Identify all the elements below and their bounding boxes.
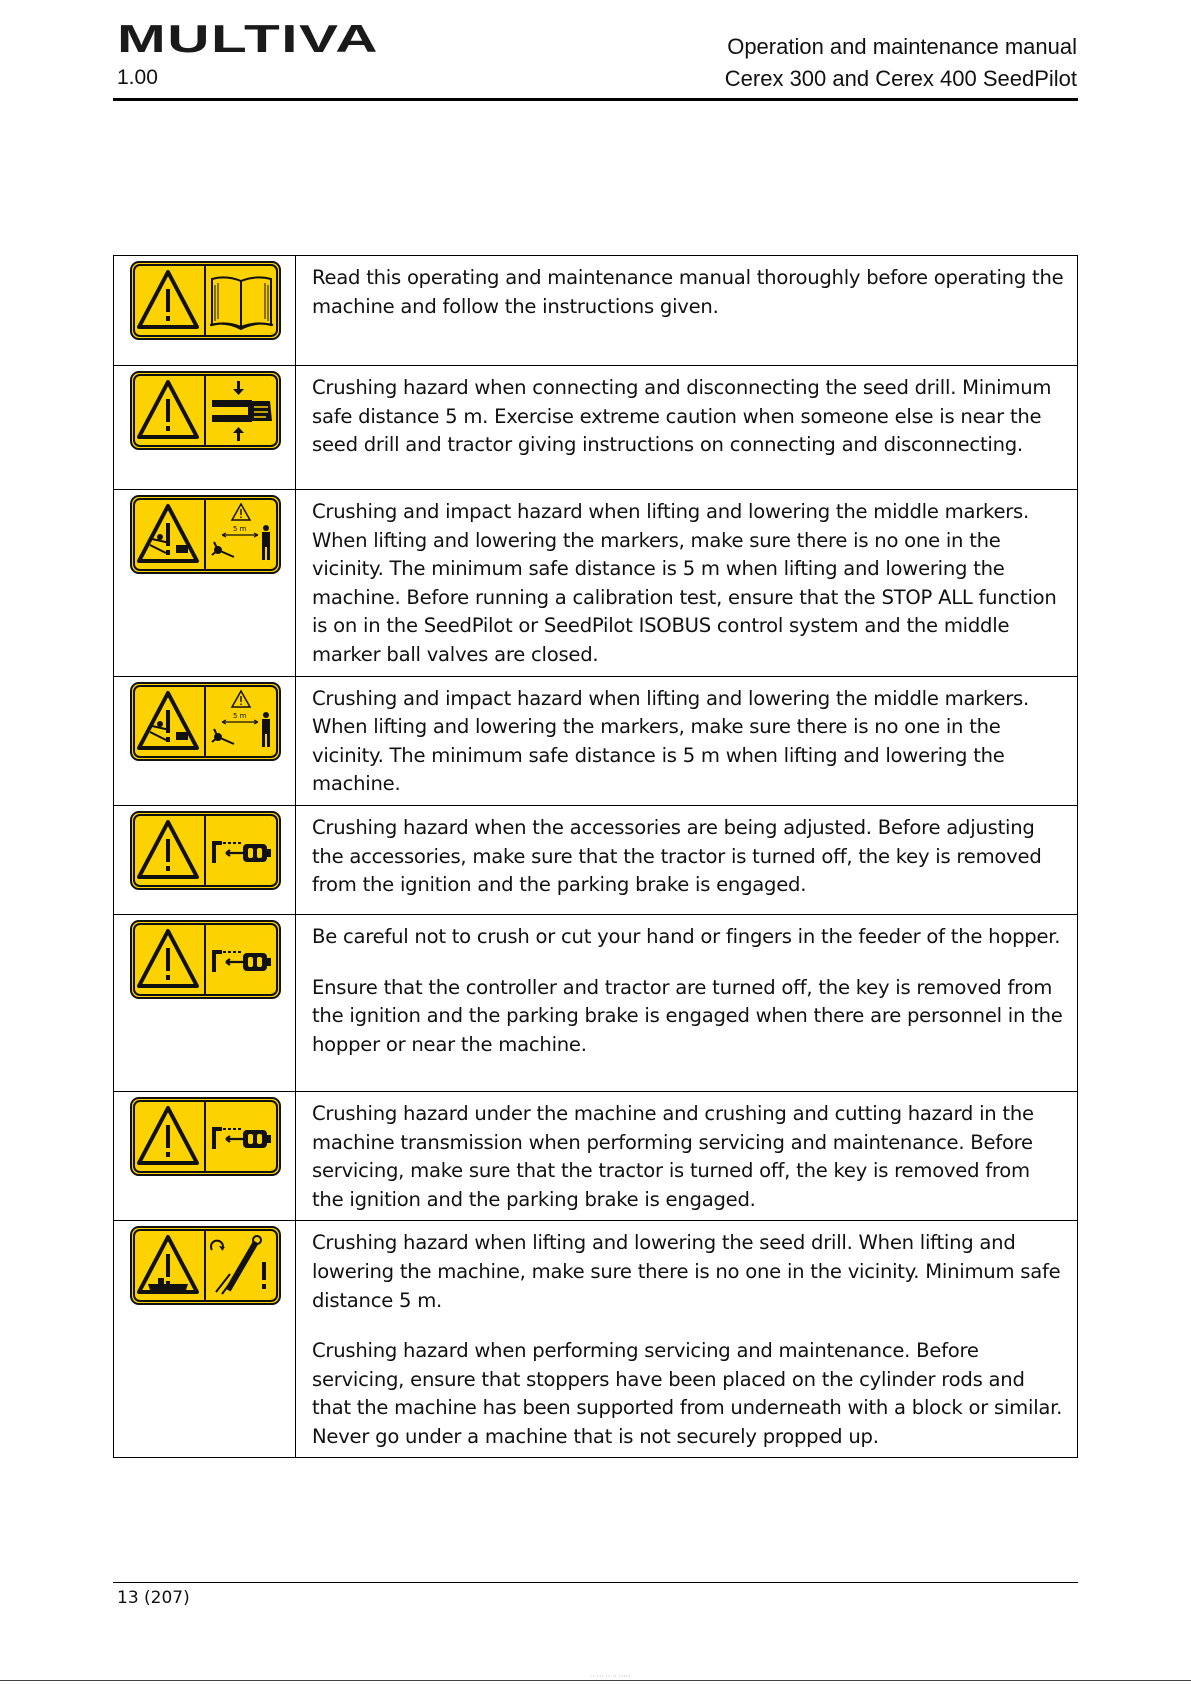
instruction-cell: [296, 805, 1078, 914]
instruction-text: Crushing and impact hazard when lifting and lowering the middle markers. When lifting and lowering the markers, make sure there is no one in the vicinity. The minimum safe distance is 5 m when lifting and lowering the machine.: [312, 686, 1029, 796]
instruction-cell: [296, 366, 1078, 490]
instruction-text: Be careful not to crush or cut your hand or fingers in the feeder of the hopper.: [312, 924, 1061, 948]
multiva-logo: [117, 22, 382, 54]
instruction-text: Ensure that the controller and tractor are turned off, the key is removed from the ignition and the parking brake is engaged when there are personnel in the hopper or near the machine.: [312, 975, 1063, 1056]
safety-sign-row: [114, 676, 1078, 805]
header-rule: [113, 98, 1078, 101]
svg-text:MULTIVA: MULTIVA: [117, 22, 379, 54]
sign-cell: [114, 1091, 296, 1220]
instruction-cell: [296, 1091, 1078, 1220]
document-version: 1.00: [117, 66, 158, 89]
page-number: 13 (207): [117, 1588, 190, 1608]
svg-text:·····: ·····: [270, 989, 275, 994]
sign-cell: [114, 676, 296, 805]
sign-cell: [114, 256, 296, 366]
svg-text:5 m: 5 m: [233, 525, 247, 533]
instruction-text: Crushing hazard when connecting and disconnecting the seed drill. Minimum safe distance 5 m. Exercise extreme caution when someone else is near the seed drill and tractor giving instructions on connecting and disconnecting.: [312, 376, 1052, 457]
instruction-cell: [296, 1221, 1078, 1458]
instruction-text: Crushing hazard when performing servicing and maintenance. Before servicing, ensure that stoppers have been placed on the cylinder rods and that the machine has been supported from underneath with a block or similar. Never go under a machine that is not securely propped up.: [312, 1339, 1063, 1448]
safety-sign-row: [114, 805, 1078, 914]
cylinder-stopper-warning-sign-icon: [130, 1226, 281, 1306]
svg-text:·····: ·····: [270, 441, 275, 445]
safety-sign-row: [114, 914, 1078, 1091]
safety-sign-row: [114, 1091, 1078, 1220]
instruction-cell: [296, 256, 1078, 366]
safety-sign-row: [114, 490, 1078, 677]
safety-sign-row: [114, 1221, 1078, 1458]
svg-text:·····: ·····: [270, 331, 275, 335]
instruction-text: Crushing hazard under the machine and crushing and cutting hazard in the machine transmission when performing servicing and maintenance. Before servicing, make sure that the tractor is turned off, the key is removed from the ignition and the parking brake is engaged.: [312, 1101, 1034, 1211]
sign-cell: [114, 490, 296, 677]
sign-cell: [114, 914, 296, 1091]
safety-sign-row: [114, 256, 1078, 366]
instruction-text: Crushing and impact hazard when lifting and lowering the middle markers. When lifting and lowering the markers, make sure there is no one in the vicinity. The minimum safe distance is 5 m when lifting and lowering the machine. Before running a calibration test, ensure that the STOP ALL function is on in the SeedPilot or SeedPilot ISOBUS control system and the middle marker ball valves are closed.: [312, 500, 1057, 666]
svg-text:·····: ·····: [270, 1166, 275, 1171]
svg-text:·····: ·····: [270, 880, 275, 885]
svg-text:·····: ·····: [270, 1296, 275, 1301]
instruction-text: Crushing hazard when the accessories are being adjusted. Before adjusting the accessories, make sure that the tractor is turned off, the key is removed from the ignition and the parking brake is engaged.: [312, 815, 1042, 897]
svg-text:5 m: 5 m: [233, 711, 247, 720]
svg-text:·····: ·····: [270, 565, 275, 569]
manual-title: Operation and maintenance manual: [727, 34, 1077, 59]
sign-cell: [114, 366, 296, 490]
footer-rule: [113, 1582, 1078, 1583]
instruction-cell: [296, 676, 1078, 805]
svg-text:·····: ·····: [270, 751, 275, 756]
safety-signs-rows: [114, 256, 1078, 1458]
safety-sign-row: [114, 366, 1078, 490]
key-removal-warning-sign-icon: [130, 811, 281, 891]
manual-book-warning-sign-icon: [130, 261, 281, 341]
marker-impact-warning-sign-icon: [130, 495, 281, 575]
instruction-cell: [296, 490, 1078, 677]
instruction-text: Read this operating and maintenance manual thoroughly before operating the machine and follow the instructions given.: [312, 266, 1064, 318]
safety-signs-table: [113, 255, 1078, 1458]
instruction-text: Crushing hazard when lifting and lowering the seed drill. When lifting and lowering the machine, make sure there is no one in the vicinity. Minimum safe distance 5 m.: [312, 1231, 1061, 1312]
page-bottom-edge: [0, 1680, 1191, 1681]
hand-crush-warning-sign-icon: [130, 371, 281, 451]
marker-impact-warning-sign-icon: [130, 682, 281, 762]
key-removal-warning-sign-icon: [130, 1097, 281, 1177]
machine-model: Cerex 300 and Cerex 400 SeedPilot: [724, 66, 1077, 91]
footer-fine-print: ·· ··· ·· ·· ·····: [590, 1673, 631, 1680]
key-removal-warning-sign-icon: [130, 920, 281, 1000]
sign-cell: [114, 1221, 296, 1458]
instruction-cell: [296, 914, 1078, 1091]
sign-cell: [114, 805, 296, 914]
